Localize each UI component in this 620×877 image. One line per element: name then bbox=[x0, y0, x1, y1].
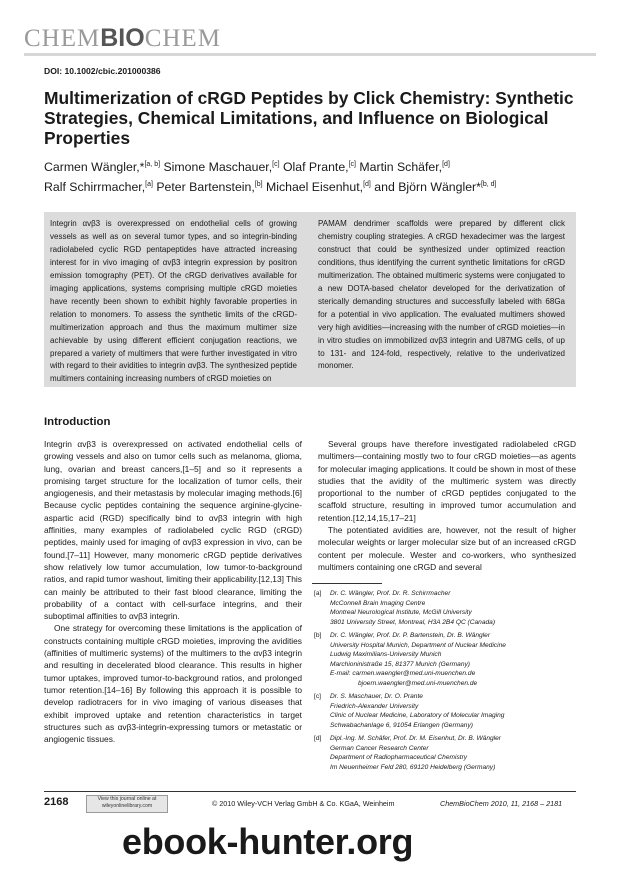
affiliation-tag: [b] bbox=[314, 632, 322, 639]
affiliation-line: Dr. C. Wängler, Prof. Dr. R. Schirrmacher bbox=[330, 590, 451, 597]
affiliation-tag: [c] bbox=[314, 693, 321, 700]
affiliation-rule bbox=[312, 583, 382, 584]
wiley-online-badge[interactable] bbox=[86, 795, 168, 813]
author-affiliation-mark: [c] bbox=[348, 161, 356, 168]
abstract-left-column: Integrin αvβ3 is overexpressed on endothelial cells of growing vessels as well as on several tumor types, and so integrin-binding radiolabeled cyclic RGD pentapeptides have attracted increasing interest for in vivo imaging of αvβ3 integrin expression by positron emission tomography (PET). Of the cRGD derivatives available for imaging applications, systems comprising multiple cRGD moieties have recently been shown to exhibit highly favorable properties in relation to monomers. To assess the synthetic limits of the cRGD-multimerization approach and thus the maximum multimer size achievable by using different efficient conjugation reactions, we prepared a variety of multimers that were further investigated in vitro with regard to their avidities to integrin αvβ3. The synthesized peptide multimers containing increasing numbers of cRGD moieties on bbox=[50, 219, 297, 384]
badge-line: View this journal online at bbox=[97, 796, 157, 802]
watermark-text: ebook-hunter.org bbox=[122, 821, 414, 862]
author-name: and Björn Wängler* bbox=[370, 180, 481, 195]
author-affiliation-mark: [d] bbox=[442, 161, 450, 168]
affiliation-block bbox=[314, 734, 576, 772]
footer-rule bbox=[44, 791, 576, 792]
author-affiliation-mark: [d] bbox=[363, 181, 371, 189]
author-name: Carmen Wängler,* bbox=[44, 160, 145, 175]
author-affiliation-mark: [a] bbox=[145, 181, 153, 189]
affiliation-line: Montreal Neurological Institute, McGill University bbox=[330, 609, 472, 616]
author-line-1 bbox=[44, 156, 604, 176]
paragraph: Several groups have therefore investigated radiolabeled cRGD multimers—containing mostly two to four cRGD moieties—as agents for molecular imaging applications. It could be shown in most of these studies that the avidity of the multimeric system was directly proportional to the number of cRGD peptides conjugated to the scaffold structure, resulting in improved tumor accumulation and retention.[12,14,15,17–21] bbox=[318, 439, 576, 523]
author-name: Simone Maschauer, bbox=[160, 160, 273, 175]
affiliation-line: 3801 University Street, Montreal, H3A 2B4 QC (Canada) bbox=[330, 618, 496, 626]
affiliation-line: Ludwig Maximilians-University Munich bbox=[330, 651, 442, 658]
paragraph: The potentiated avidities are, however, not the result of higher molecular weights or larger molecular size but of an increased cRGD content per molecule. Wester and co-workers, who synthesized multimers containing one cRGD and several bbox=[318, 525, 576, 572]
affiliation-line: Clinic of Nuclear Medicine, Laboratory of Molecular Imaging bbox=[330, 712, 505, 719]
affiliation-block bbox=[314, 589, 576, 627]
badge-line: wileyonlinelibrary.com bbox=[101, 803, 153, 809]
affiliation-tag: [a] bbox=[314, 590, 322, 597]
author-name: Peter Bartenstein, bbox=[152, 180, 255, 195]
journal-name: CHEMBIOCHEM bbox=[24, 24, 221, 52]
affiliation-block bbox=[314, 692, 576, 730]
author-affiliation-mark: [c] bbox=[272, 161, 280, 168]
affiliation-tag: [d] bbox=[314, 735, 322, 742]
author-affiliation-mark: [b, d] bbox=[480, 181, 497, 189]
affiliation-line: Schwabachanlage 6, 91054 Erlangen (Germany) bbox=[330, 721, 473, 729]
affiliation-line: Friedrich-Alexander University bbox=[330, 702, 419, 710]
header-rule bbox=[24, 53, 596, 56]
author-line-2 bbox=[44, 176, 604, 196]
author-name: Michael Eisenhut, bbox=[262, 180, 364, 195]
affiliation-line: Dipl.-Ing. M. Schäfer, Prof. Dr. M. Eisenhut, Dr. B. Wängler bbox=[330, 735, 502, 742]
affiliations bbox=[314, 589, 576, 776]
author-name: Martin Schäfer, bbox=[355, 160, 443, 175]
body-left-column bbox=[44, 438, 302, 745]
affiliation-line[interactable]: bjoern.waengler@med.uni-muenchen.de bbox=[358, 679, 478, 687]
affiliation-line: Im Neuenheimer Feld 280, 69120 Heidelberg (Germany) bbox=[330, 763, 496, 771]
copyright: © 2010 Wiley-VCH Verlag GmbH & Co. KGaA, Weinheim bbox=[212, 799, 395, 808]
affiliation-line: McConnell Brain Imaging Centre bbox=[330, 599, 426, 607]
author-name: Ralf Schirrmacher, bbox=[44, 180, 146, 195]
affiliation-line: Dr. C. Wängler, Prof. Dr. P. Bartenstein, Dr. B. Wängler bbox=[330, 632, 491, 639]
author-name: Olaf Prante, bbox=[279, 160, 349, 175]
paragraph: Integrin αvβ3 is overexpressed on activated endothelial cells of growing vessels and also on tumor cells such as melanoma, glioma, lung, ovarian and breast cancers,[1–5] and so it represents a promising target structure for the localization of tumor cells, their angiogenesis, and their metastasis by molecular imaging methods.[6] Because cyclic peptides containing the sequence arginine-glycine-aspartic acid (RGD) specifically bind to αvβ3 integrin with high affinities, many examples of radiolabeled cyclic RGD (cRGD) peptides, mainly used for imaging of αvβ3 expression in vivo, can be found.[7–11] However, many monomeric cRGD peptide derivatives show relatively low tumor accumulation, low tumor-to-background ratios, and rapid tumor washout, limiting their applicability.[12,13] This can mainly be attributed to their fast blood clearance, limiting the probability of a contact with cell-surface integrins, and their suboptimal affinities to αvβ3 integrin. bbox=[44, 439, 302, 622]
affiliation-line: Department of Radiopharmaceutical Chemistry bbox=[330, 754, 468, 761]
affiliation-block bbox=[314, 631, 576, 688]
doi: DOI: 10.1002/cbic.201000386 bbox=[44, 66, 161, 76]
affiliation-line: Marchioninistraße 15, 81377 Munich (Germany) bbox=[330, 660, 470, 668]
author-affiliation-mark: [b] bbox=[254, 181, 263, 189]
affiliation-line: German Cancer Research Center bbox=[330, 744, 429, 752]
author-list bbox=[44, 156, 604, 196]
article-title: Multimerization of cRGD Peptides by Click Chemistry: Synthetic Strategies, Chemical Limitations, and Influence on Biological Properties bbox=[44, 88, 574, 148]
paragraph: One strategy for overcoming these limitations is the application of constructs containing multiple cRGD moieties, improving the avidities (affinities of multimeric systems) of the multimers to the αvβ3 integrin and resulting in decelerated blood clearance. This results in higher tumor uptakes, improved tumor-to-background ratios, and prolonged tumor retention.[14–16] By following this approach it is possible to develop radiotracers for in vivo imaging of various diseases that exhibit improved uptake and retention characteristics in target structures such as αvβ3-integrin-expressing tumors or metastatic or angiogenic tissues. bbox=[44, 623, 302, 745]
journal-citation: ChemBioChem 2010, 11, 2168 – 2181 bbox=[440, 799, 563, 808]
section-heading: Introduction bbox=[44, 416, 111, 428]
body-right-column bbox=[318, 438, 576, 573]
page-number: 2168 bbox=[44, 796, 69, 808]
abstract-right-column: PAMAM dendrimer scaffolds were prepared by different click chemistry coupling strategies. A cRGD hexadecimer was the largest construct that could be synthesized under optimized reaction conditions, thus identifying the current synthetic limitations for cRGD multimerization. The obtained multimeric systems were conjugated to a new DOTA-based chelator developed for the derivatization of sterically demanding structures and successfully labeled with 68Ga for a potential in vivo application. The evaluated multimers showed very high avidities—increasing with the number of cRGD moieties—in in vitro studies on immobilized αvβ3 integrin and U87MG cells, of up to 131- and 124-fold, respectively, relative to the underivatized monomer. bbox=[318, 219, 565, 371]
affiliation-line: Dr. S. Maschauer, Dr. O. Prante bbox=[330, 693, 423, 700]
author-affiliation-mark: [a, b] bbox=[144, 161, 161, 168]
affiliation-line[interactable]: E-mail: carmen.waengler@med.uni-muenchen.de bbox=[330, 670, 476, 677]
affiliation-line: University Hospital Munich, Department of Nuclear Medicine bbox=[330, 641, 506, 649]
